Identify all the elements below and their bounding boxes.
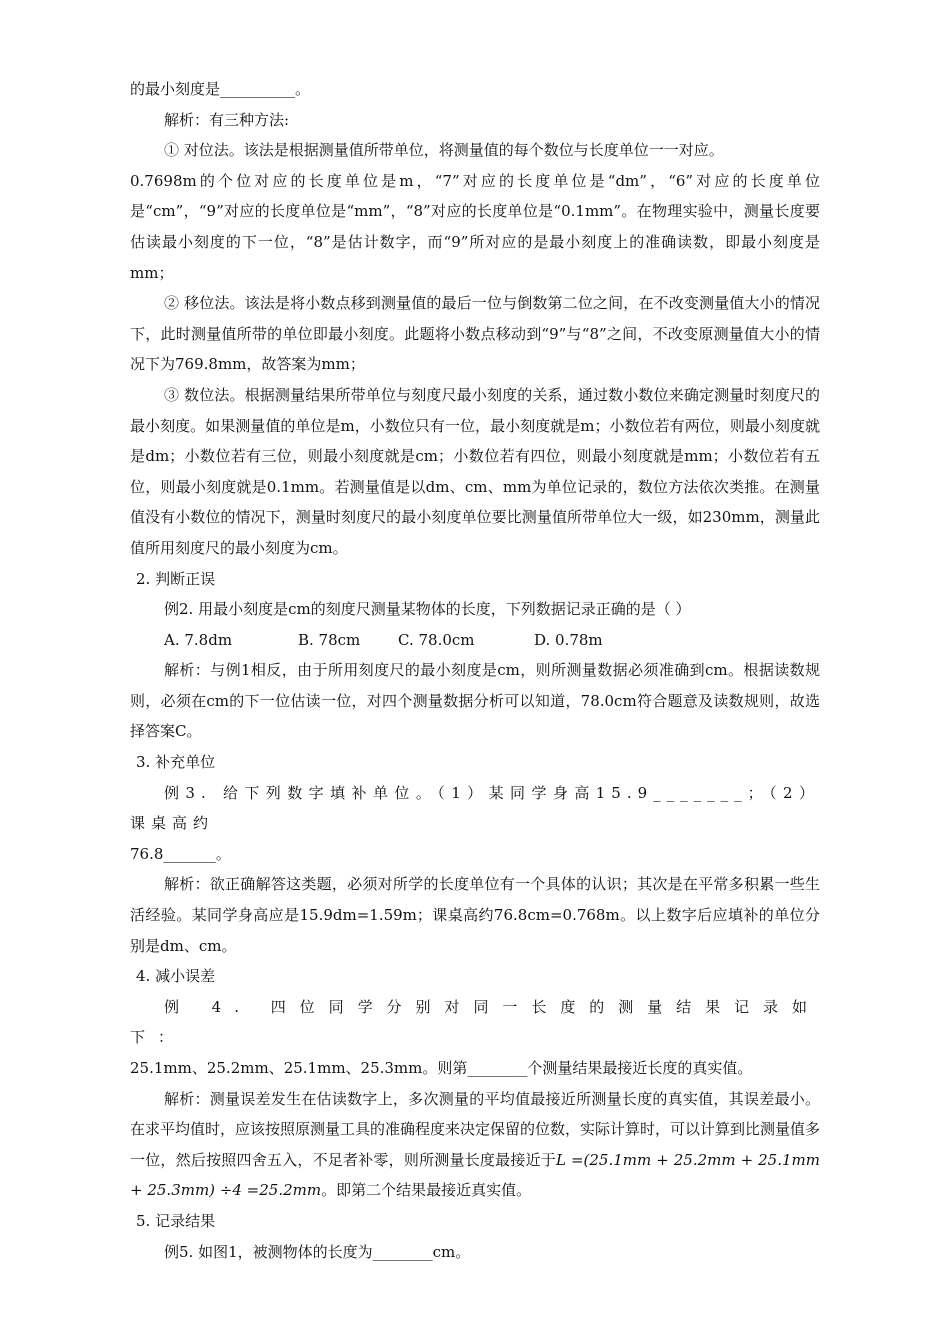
option-c: C. 78.0cm xyxy=(398,630,475,649)
section-2-title: 2. 判断正误 xyxy=(136,569,216,588)
option-a: A. 7.8dm xyxy=(164,630,233,649)
example-4-analysis xyxy=(130,1084,820,1206)
document-page xyxy=(130,74,820,1267)
option-b: B. 78cm xyxy=(298,630,361,649)
example-4-conclusion: 。即第二个结果最接近真实值。 xyxy=(321,1181,532,1200)
method-1-body: 0.7698m的个位对应的长度单位是m，“7”对应的长度单位是“dm”，“6”对应的长度单位是“cm”，“9”对应的长度单位是“mm”，“8”对应的长度单位是“0.1mm”。在物理实验中，测量长度要估读最小刻度的下一位，“8”是估计数字，而“9”所对应的是最小刻度上的准确读数，即最小刻度是mm； xyxy=(130,171,820,282)
example-2-options xyxy=(130,625,820,656)
average-formula: L =(25.1mm + 25.2mm + 25.1mm + 25.3mm) ÷4 =25.2mm xyxy=(130,1150,820,1200)
example-4-question-line-2: 25.1mm、25.2mm、25.1mm、25.3mm。则第________个测量结果最接近长度的真实值。 xyxy=(130,1059,753,1077)
example-2-analysis: 解析：与例1相反，由于所用刻度尺的最小刻度是cm，则所测量数据必须准确到cm。根据读数规则，必须在cm的下一位估读一位，对四个测量数据分析可以知道，78.0cm符合题意及读数规则，故选择答案C。 xyxy=(130,661,820,741)
section-5-title: 5. 记录结果 xyxy=(136,1211,216,1230)
example-5-question: 例5. 如图1，被测物体的长度为________cm。 xyxy=(164,1242,471,1261)
method-3-paragraph: ③ 数位法。根据测量结果所带单位与刻度尺最小刻度的关系，通过数小数位来确定测量时刻度尺的最小刻度。如果测量值的单位是m，小数位只有一位，最小刻度就是m；小数位若有两位，则最小刻度就是dm；小数位若有三位，则最小刻度就是cm；小数位若有四位，则最小刻度就是mm；小数位若有五位，则最小刻度就是0.1mm。若测量值是以dm、cm、mm为单位记录的，数位方法依次类推。在测量值没有小数位的情况下，测量时刻度尺的最小刻度单位要比测量值所带单位大一级，如230mm，测量此值所用刻度尺的最小刻度为cm。 xyxy=(130,385,820,557)
question-tail-line: 的最小刻度是__________。 xyxy=(130,80,311,98)
example-3-question-line-1: 例3. 给下列数字填补单位。（1）某同学身高15.9_______；（2）课桌高约 xyxy=(130,783,820,833)
section-4-title: 4. 减小误差 xyxy=(136,967,216,986)
example-4-question-line-1: 例 4. 四位同学分别对同一长度的测量结果记录如下： xyxy=(130,997,820,1047)
example-4-analysis-text: 解析：测量误差发生在估读数字上，多次测量的平均值最接近所测量长度的真实值，其误差最小。在求平均值时，应该按照原测量工具的准确程度来决定保留的位数，实际计算时，可以计算到比测量值多一位，然后按照四舍五入，不足者补零，则所测量长度最接近于 xyxy=(130,1089,821,1169)
option-d: D. 0.78m xyxy=(534,630,603,649)
example-3-analysis: 解析：欲正确解答这类题，必须对所学的长度单位有一个具体的认识；其次是在平常多积累一些生活经验。某同学身高应是15.9dm=1.59m；课桌高约76.8cm=0.768m。以上数字后应填补的单位分别是dm、cm。 xyxy=(130,875,820,955)
example-2-question: 例2. 用最小刻度是cm的刻度尺测量某物体的长度，下列数据记录正确的是（ ） xyxy=(164,600,691,619)
analysis-intro: 解析：有三种方法: xyxy=(164,110,290,129)
section-3-title: 3. 补充单位 xyxy=(136,753,216,772)
example-3-question-line-2: 76.8_______。 xyxy=(130,844,231,863)
method-2-paragraph: ② 移位法。该法是将小数点移到测量值的最后一位与倒数第二位之间，在不改变测量值大小的情况下，此时测量值所带的单位即最小刻度。此题将小数点移动到“9”与“8”之间，不改变原测量值大小的情况下为769.8mm，故答案为mm； xyxy=(130,294,820,374)
method-1-first-line: ① 对位法。该法是根据测量值所带单位，将测量值的每个数位与长度单位一一对应。 xyxy=(164,141,724,160)
